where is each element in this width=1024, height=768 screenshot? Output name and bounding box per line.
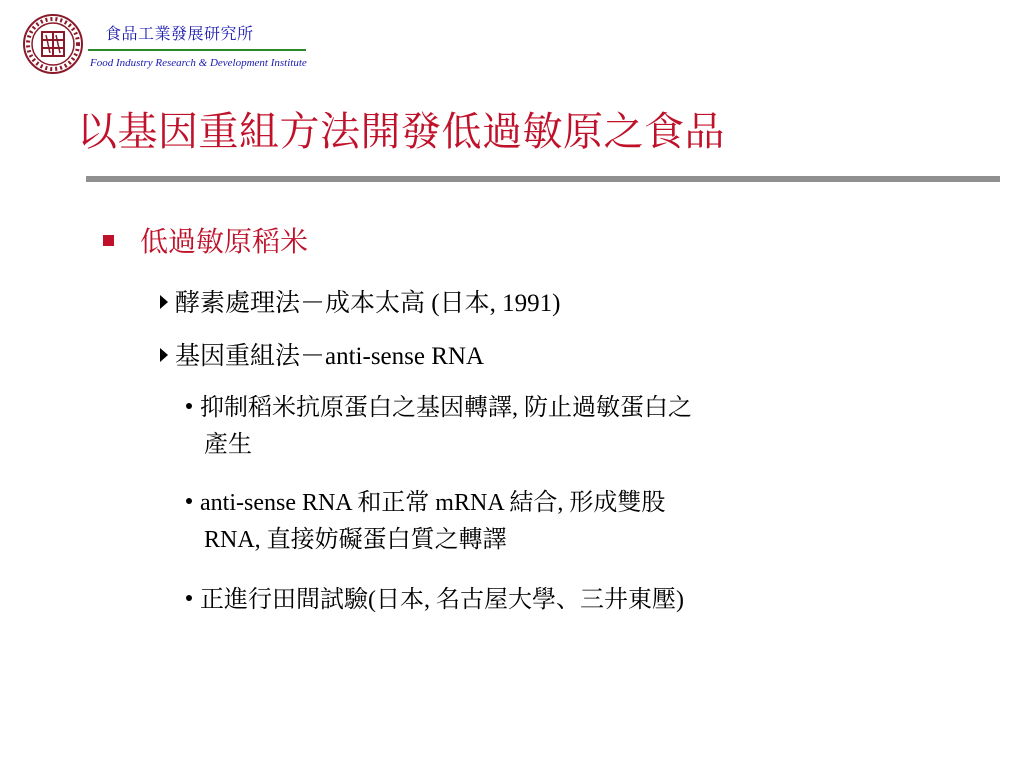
bullet-level1-text: 低過敏原稻米 — [140, 225, 309, 258]
bullet-level3-item — [186, 390, 692, 464]
bullet-level3-text: anti-sense RNA 和正常 mRNA 結合, 形成雙股 — [200, 490, 666, 516]
slide-title: 以基因重組方法開發低過敏原之食品 — [77, 109, 725, 155]
bullet-level3-item — [186, 485, 665, 559]
header-divider — [88, 49, 306, 51]
triangle-bullet-icon — [160, 295, 168, 309]
title-underline-bar — [86, 176, 1000, 182]
bullet-level3-text: 抑制稻米抗原蛋白之基因轉譯, 防止過敏蛋白之 — [200, 395, 692, 421]
bullet-level2-text: 基因重組法－anti-sense RNA — [175, 343, 484, 370]
dot-bullet-icon — [186, 403, 192, 409]
dot-bullet-icon — [186, 595, 192, 601]
bullet-level3-text: 正進行田間試驗(日本, 名古屋大學、三井東壓) — [200, 587, 684, 613]
bullet-level2-item — [160, 283, 560, 319]
triangle-bullet-icon — [160, 348, 168, 362]
org-name-zh: 食品工業發展研究所 — [105, 24, 254, 43]
dot-bullet-icon — [186, 498, 192, 504]
bullet-level1-item — [103, 220, 308, 260]
bullet-level2-item — [160, 336, 484, 372]
bullet-level2-text: 酵素處理法－成本太高 (日本, 1991) — [175, 290, 561, 317]
org-name-en: Food Industry Research & Development Institute — [90, 57, 307, 69]
square-bullet-icon — [103, 235, 114, 246]
firdi-seal-logo-icon — [22, 13, 84, 75]
bullet-level3-item — [186, 582, 684, 619]
bullet-level3-continuation: 產生 — [204, 432, 252, 458]
bullet-level3-continuation: RNA, 直接妨礙蛋白質之轉譯 — [204, 527, 507, 553]
